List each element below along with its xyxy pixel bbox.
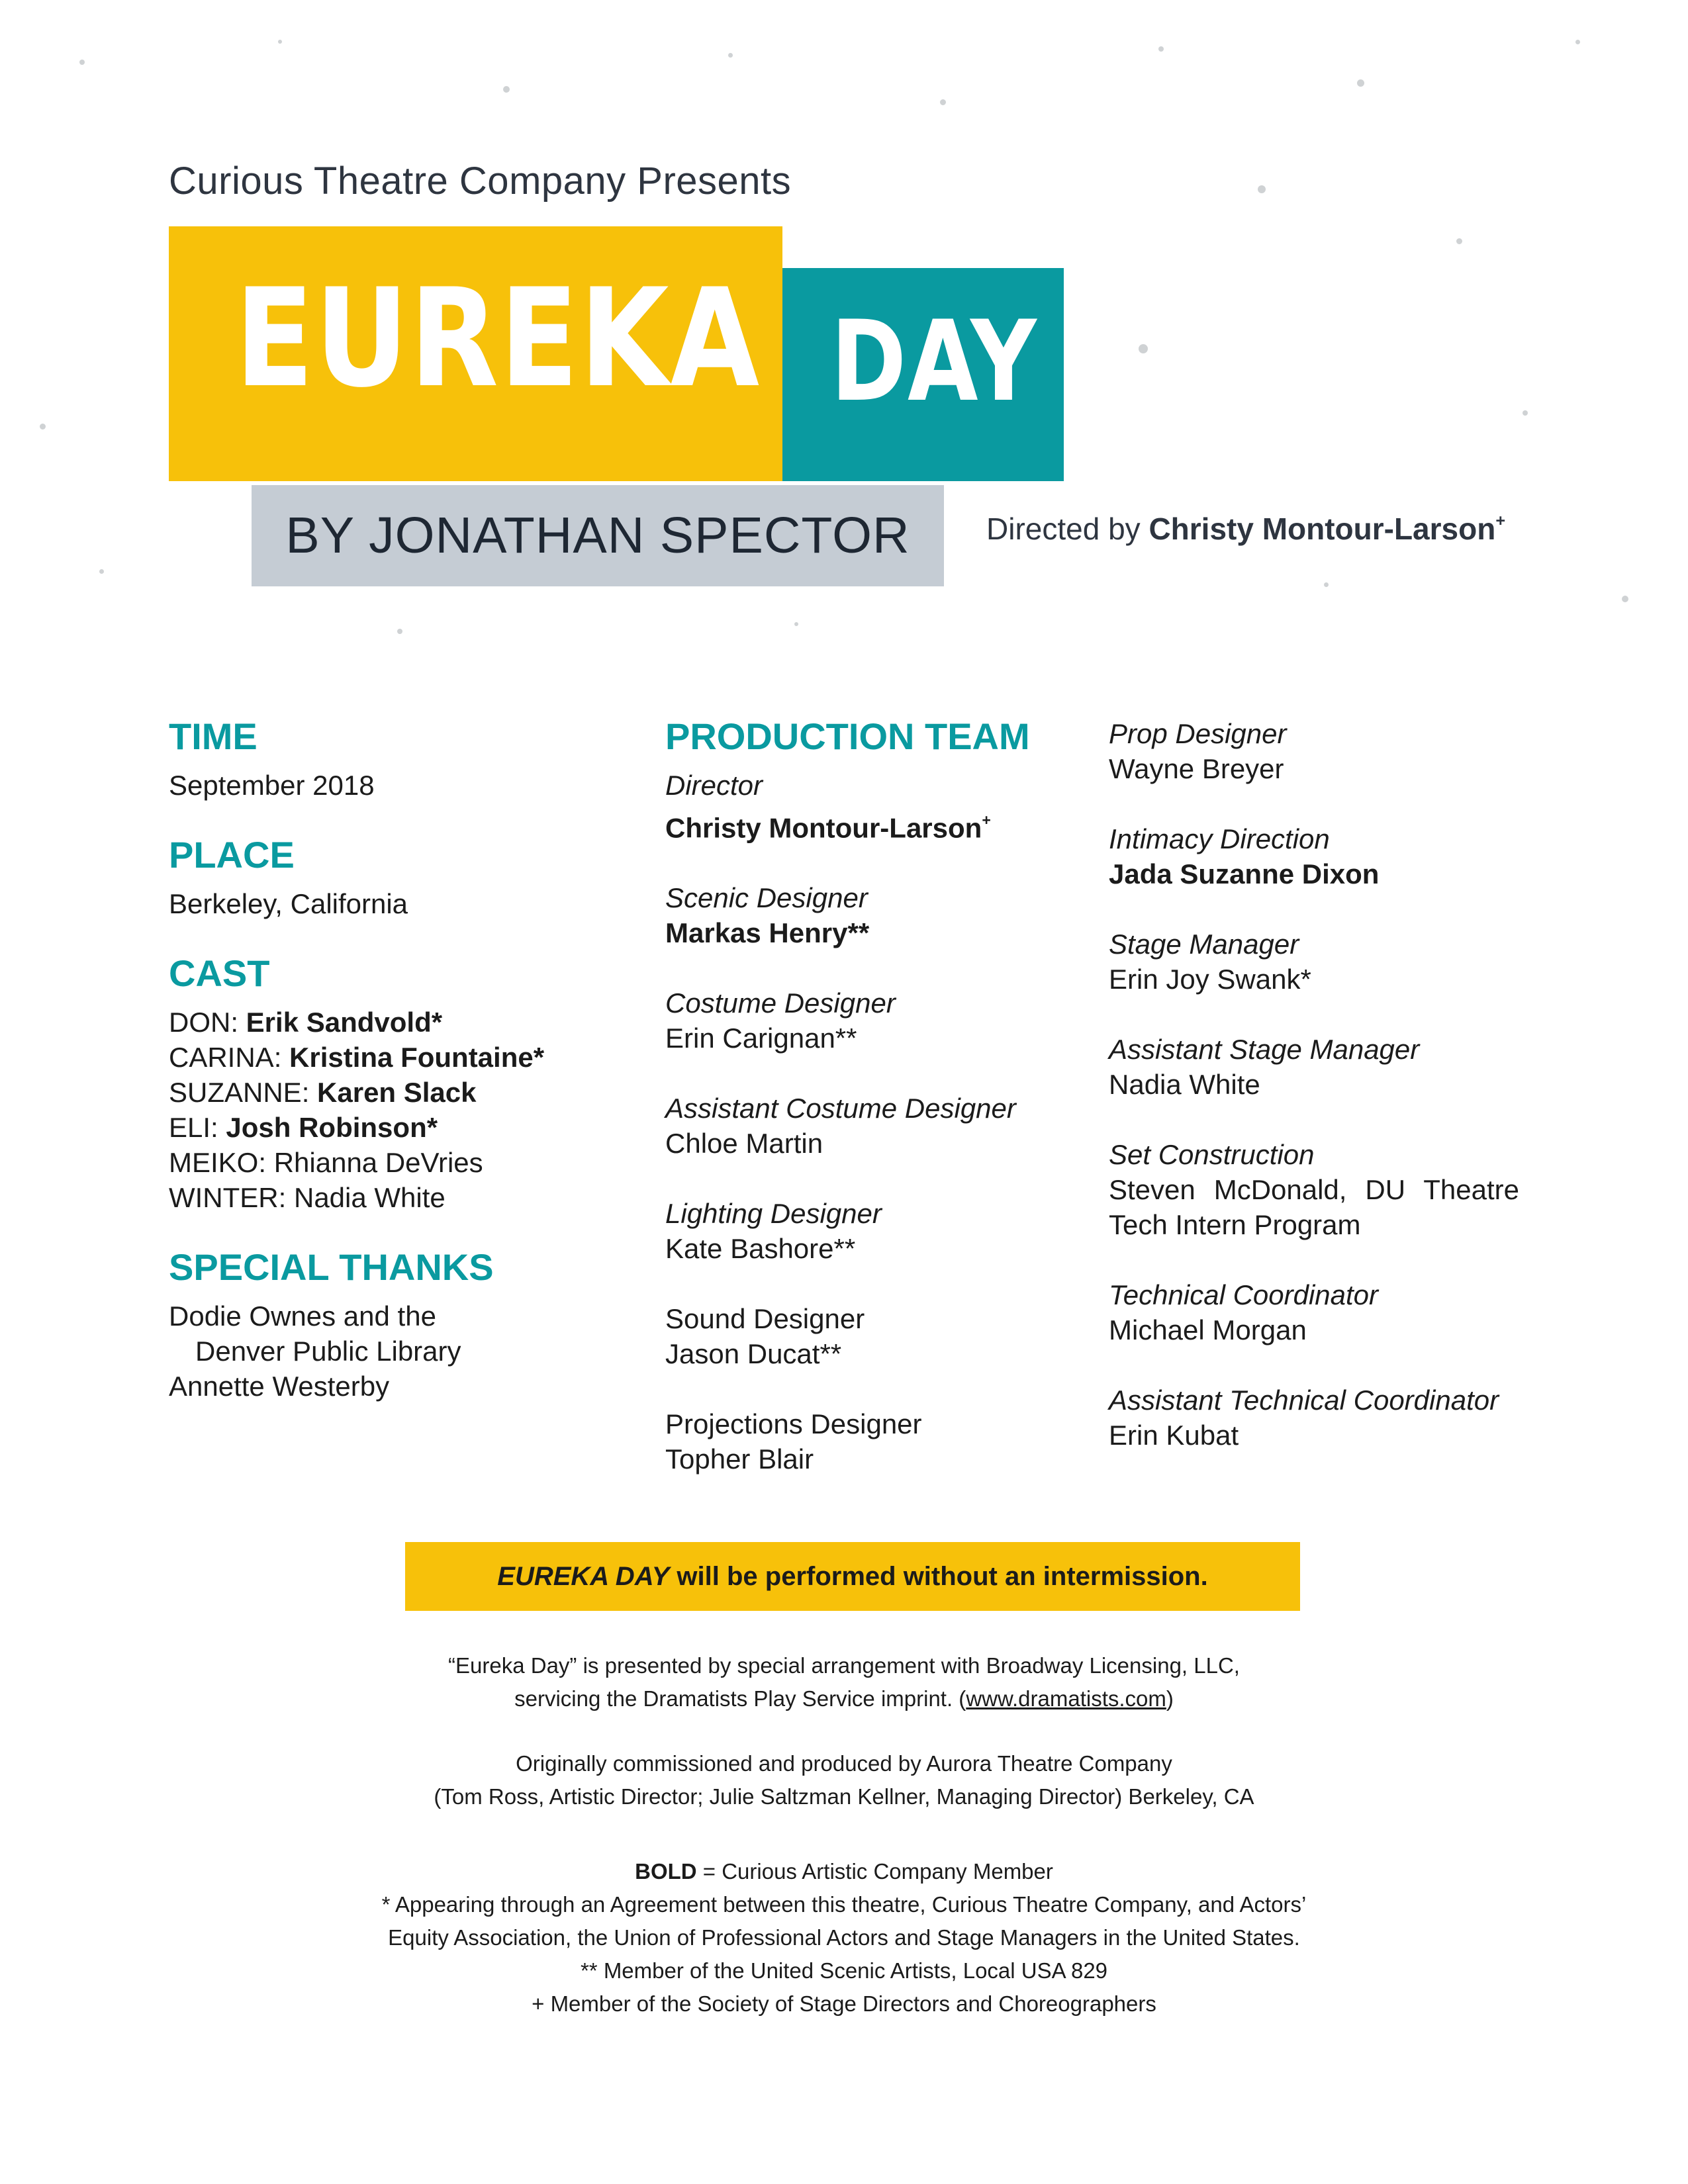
license-note [199,1649,1489,1715]
cast-member [169,1005,606,1040]
dramatists-link[interactable]: www.dramatists.com [966,1686,1166,1711]
time-value: September 2018 [169,770,375,801]
cast-member [169,1180,606,1215]
license-line-prefix: servicing the Dramatists Play Service imprint. ( [514,1686,966,1711]
cast-actor: Kristina Fountaine* [289,1042,545,1073]
cast-role: MEIKO: [169,1147,267,1178]
cast-member [169,1145,606,1180]
special-thanks-heading: SPECIAL THANKS [169,1246,494,1288]
time-section [169,715,606,803]
credit-name: Erin Carignan** [665,1023,857,1054]
key-line: + Member of the Society of Stage Directors and Choreographers [532,1991,1156,2016]
key-line [199,1855,1489,1888]
cast-actor: Karen Slack [317,1077,477,1108]
credit-name: Steven McDonald, DU Theatre [1109,1174,1519,1205]
credit-entry [665,1091,1076,1161]
place-section [169,833,606,921]
credit-entry [665,1406,1076,1477]
cast-member [169,1110,606,1145]
place-heading: PLACE [169,834,295,876]
cast-role: SUZANNE: [169,1077,310,1108]
credit-role: Assistant Technical Coordinator [1109,1385,1499,1416]
ssdc-mark: + [1495,511,1506,530]
ssdc-mark: + [982,811,991,829]
credit-entry [665,768,1076,845]
cast-actor: Erik Sandvold* [246,1007,443,1038]
credit-entry [665,1301,1076,1371]
place-value: Berkeley, California [169,888,408,919]
credit-name: Michael Morgan [1109,1314,1307,1345]
credit-name-text: Christy Montour-Larson [665,812,982,844]
title-word-day: DAY [831,296,1038,426]
notice-text: will be performed without an intermission. [669,1562,1208,1591]
cast-member [169,1075,606,1110]
credit-name: Erin Kubat [1109,1420,1239,1451]
cast-role: DON: [169,1007,238,1038]
credit-entry [1109,1032,1519,1102]
intermission-notice [405,1542,1300,1611]
cast-role: CARINA: [169,1042,282,1073]
production-team-heading: PRODUCTION TEAM [665,715,1030,757]
credit-role: Technical Coordinator [1109,1279,1379,1310]
license-line-suffix: ) [1166,1686,1174,1711]
key-bold-text: = Curious Artistic Company Member [696,1859,1053,1884]
commission-note [199,1747,1489,1813]
credit-role: Intimacy Direction [1109,823,1330,854]
credit-entry [1109,1277,1519,1347]
presenter-line: Curious Theatre Company Presents [169,159,792,203]
key-line: ** Member of the United Scenic Artists, Local USA 829 [580,1958,1108,1983]
credits-key [199,1855,1489,2021]
time-heading: TIME [169,715,258,757]
thanks-line: Annette Westerby [169,1371,390,1402]
credit-role: Scenic Designer [665,882,868,914]
title-word-eureka: EUREKA [235,260,761,418]
cast-role: WINTER: [169,1182,287,1213]
credit-entry [1109,1137,1519,1242]
directed-name: Christy Montour-Larson [1149,512,1496,546]
credit-name: Jada Suzanne Dixon [1109,858,1380,889]
cast-member [169,1040,606,1075]
credit-name: Tech Intern Program [1109,1209,1361,1240]
credit-entry [1109,927,1519,997]
credit-name: Erin Joy Swank* [1109,964,1311,995]
cast-heading: CAST [169,952,270,994]
credit-role: Stage Manager [1109,929,1299,960]
cast-role: ELI: [169,1112,218,1143]
credit-entry [1109,1383,1519,1453]
credit-role: Set Construction [1109,1139,1315,1170]
cast-section [169,952,606,1215]
credit-role: Assistant Costume Designer [665,1093,1016,1124]
credit-role: Assistant Stage Manager [1109,1034,1420,1065]
credit-role: Costume Designer [665,987,896,1019]
credit-name: Topher Blair [665,1443,814,1475]
notice-title: EUREKA DAY [497,1562,670,1591]
credit-role: Prop Designer [1109,718,1287,749]
directed-prefix: Directed by [986,512,1141,546]
directed-by [986,511,1505,547]
cast-actor: Nadia White [293,1182,445,1213]
special-thanks-section [169,1246,606,1404]
key-bold-label: BOLD [635,1859,697,1884]
credit-name: Chloe Martin [665,1128,823,1160]
credit-name: Kate Bashore** [665,1233,856,1265]
license-line [199,1682,1489,1715]
byline: BY JONATHAN SPECTOR [285,507,910,564]
credit-role: Director [665,770,763,801]
credit-role: Lighting Designer [665,1198,882,1230]
credit-entry [665,985,1076,1056]
commission-line: (Tom Ross, Artistic Director; Julie Saltzman Kellner, Managing Director) Berkeley, CA [434,1784,1254,1809]
key-line: Equity Association, the Union of Professional Actors and Stage Managers in the United States. [388,1925,1300,1950]
credit-name: Jason Ducat** [665,1338,842,1370]
credit-role: Projections Designer [665,1408,922,1440]
credit-entry [665,1196,1076,1266]
production-team-column [665,715,1076,1477]
credit-name: Markas Henry** [665,917,870,949]
thanks-line: Dodie Ownes and the [169,1300,436,1332]
credit-name: Wayne Breyer [1109,753,1284,784]
credit-entry [665,880,1076,950]
thanks-line: Denver Public Library [195,1336,461,1367]
key-line: * Appearing through an Agreement between this theatre, Curious Theatre Company, and Actors’ [381,1892,1307,1917]
info-column [169,715,606,1404]
cast-actor: Rhianna DeVries [273,1147,483,1178]
license-line: “Eureka Day” is presented by special arrangement with Broadway Licensing, LLC, [448,1653,1240,1678]
credit-name: Nadia White [1109,1069,1260,1100]
credit-role: Sound Designer [665,1303,865,1335]
credit-entry [1109,716,1519,786]
credit-entry [1109,821,1519,891]
credit-name [665,803,1076,845]
commission-line: Originally commissioned and produced by Aurora Theatre Company [516,1751,1172,1776]
cast-actor: Josh Robinson* [226,1112,438,1143]
production-team-column-2 [1109,716,1519,1453]
